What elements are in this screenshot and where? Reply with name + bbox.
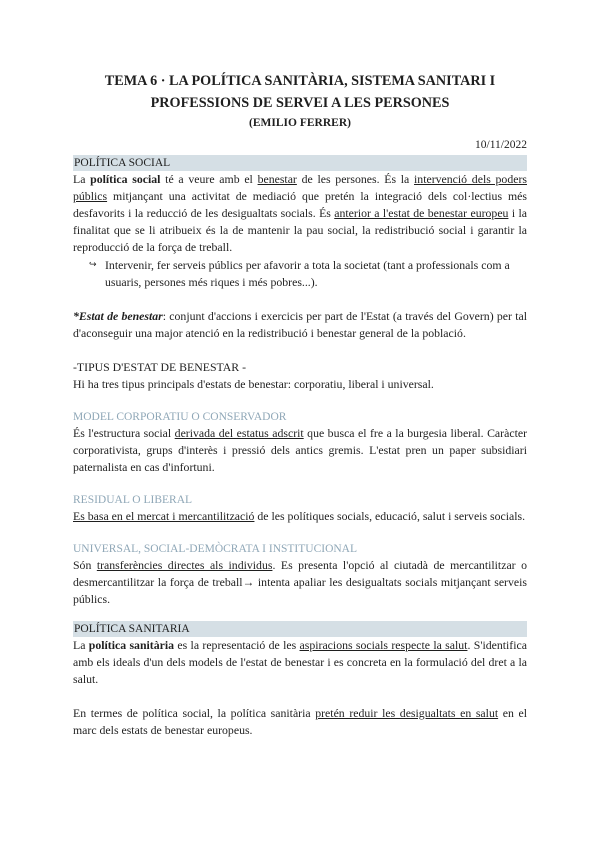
estat-benestar-definition: *Estat de benestar: conjunt d'accions i exercicis per part de l'Estat (a través del Govern) per tal d'aconseguir una major atenció en la redistribució i benestar general de la població. — [73, 309, 527, 340]
bullet-item — [89, 257, 527, 291]
document-page — [73, 70, 527, 739]
model-heading-liberal: RESIDUAL O LIBERAL — [73, 494, 193, 506]
section-heading-politica-sanitaria: POLÍTICA SANITARIA — [73, 621, 527, 637]
title-line-2: PROFESSIONS DE SERVEI A LES PERSONES — [150, 95, 450, 111]
document-title — [73, 70, 527, 114]
model-text-liberal: Es basa en el mercat i mercantilització de les polítiques socials, educació, salut i serveis socials. — [73, 509, 526, 523]
politica-social-paragraph: La política social té a veure amb el benestar de les persones. És la intervenció dels poders públics mitjançant una activitat de mediació que pretén la integració dels col·lectius més desfavorits i la reducció de les desigualtats socials. És anterior a l'estat de benestar europeu i la finalitat que se li atribueix és la de mantenir la pau social, la redistribució social i garantir la reproducció de la força de treball. — [73, 172, 527, 254]
title-line-1: TEMA 6 · LA POLÍTICA SANITÀRIA, SISTEMA SANITARI I — [104, 73, 496, 89]
model-text-universal: Són transferències directes als individus. Es presenta l'opció al ciutadà de mercantilitzar o desmercantilitzar la força de treball→ intenta apaliar les desigualtats socials mitjançant serveis públics. — [73, 558, 527, 606]
politica-sanitaria-paragraph-2: En termes de política social, la política sanitària pretén reduir les desigualtats en salut en el marc dels estats de benestar europeus. — [73, 706, 527, 737]
tipus-heading: -TIPUS D'ESTAT DE BENESTAR - — [73, 360, 247, 374]
section-heading-politica-social: POLÍTICA SOCIAL — [73, 155, 527, 171]
document-date: 10/11/2022 — [475, 139, 527, 151]
author: (EMILIO FERRER) — [249, 117, 351, 129]
model-heading-corporatiu: MODEL CORPORATIU O CONSERVADOR — [73, 411, 287, 423]
politica-sanitaria-paragraph-1: La política sanitària es la representació de les aspiracions socials respecte la salut. S'identifica amb els ideals d'un dels models de l'estat de benestar i es concreta en la formulació del dret a la salut. — [73, 638, 527, 686]
arrow-icon: ↪ — [89, 260, 97, 270]
model-heading-universal: UNIVERSAL, SOCIAL-DEMÒCRATA I INSTITUCIONAL — [73, 543, 358, 555]
bullet-text: Intervenir, fer serveis públics per afavorir a tota la societat (tant a professionals com a usuaris, persones més riques i més pobres...). — [105, 258, 510, 289]
model-text-corporatiu: És l'estructura social derivada del estatus adscrit que busca el fre a la burgesia liberal. Caràcter corporativista, grups d'interès i pressió dels antics gremis. L'estat pren un paper subsidiari paternalista en cas d'infortuni. — [73, 426, 528, 474]
tipus-text: Hi ha tres tipus principals d'estats de benestar: corporatiu, liberal i universal. — [73, 377, 434, 391]
